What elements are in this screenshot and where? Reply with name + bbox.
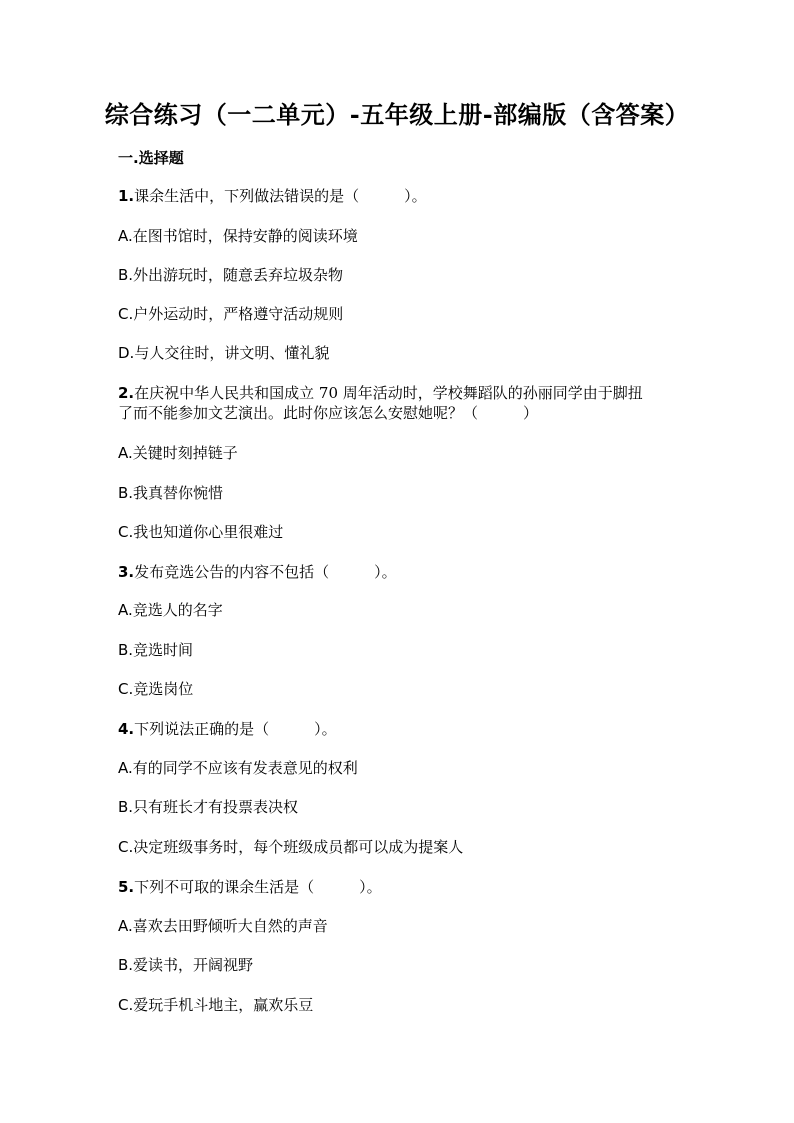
question-3-option-b: B.竞选时间 bbox=[118, 641, 194, 659]
question-number: 1. bbox=[118, 187, 135, 205]
document-title: 综合练习（一二单元）-五年级上册-部编版（含答案） bbox=[104, 100, 690, 129]
question-5-option-a: A.喜欢去田野倾听大自然的声音 bbox=[118, 917, 328, 935]
question-4-option-c: C.决定班级事务时，每个班级成员都可以成为提案人 bbox=[118, 838, 464, 856]
question-text: 下列说法正确的是（ ）。 bbox=[134, 720, 337, 738]
question-2-option-b: B.我真替你惋惜 bbox=[118, 484, 224, 502]
question-text: 课余生活中，下列做法错误的是（ ）。 bbox=[134, 187, 427, 205]
question-2-stem-line1 bbox=[118, 383, 643, 403]
question-1-option-c: C.户外运动时，严格遵守活动规则 bbox=[118, 305, 344, 323]
question-text: 下列不可取的课余生活是（ ）。 bbox=[134, 878, 382, 896]
question-5-stem bbox=[118, 877, 382, 897]
question-1-option-a: A.在图书馆时，保持安静的阅读环境 bbox=[118, 227, 358, 245]
question-3-stem bbox=[118, 562, 397, 582]
question-1-option-d: D.与人交往时，讲文明、懂礼貌 bbox=[118, 344, 330, 362]
question-5-option-c: C.爱玩手机斗地主，赢欢乐豆 bbox=[118, 996, 314, 1014]
question-2-option-c: C.我也知道你心里很难过 bbox=[118, 523, 284, 541]
question-number: 4. bbox=[118, 720, 135, 738]
question-1-option-b: B.外出游玩时，随意丢弃垃圾杂物 bbox=[118, 266, 344, 284]
question-4-option-a: A.有的同学不应该有发表意见的权利 bbox=[118, 759, 358, 777]
question-2-stem-line2: 了而不能参加文艺演出。此时你应该怎么安慰她呢？（ ） bbox=[118, 404, 539, 422]
question-number: 3. bbox=[118, 563, 135, 581]
section-heading: 一.选择题 bbox=[118, 149, 184, 167]
question-4-option-b: B.只有班长才有投票表决权 bbox=[118, 798, 299, 816]
question-number: 2. bbox=[118, 384, 135, 402]
question-text: 在庆祝中华人民共和国成立 70 周年活动时，学校舞蹈队的孙丽同学由于脚扭 bbox=[134, 384, 643, 402]
question-2-option-a: A.关键时刻掉链子 bbox=[118, 444, 238, 462]
question-3-option-a: A.竞选人的名字 bbox=[118, 601, 223, 619]
question-5-option-b: B.爱读书，开阔视野 bbox=[118, 956, 254, 974]
question-4-stem bbox=[118, 719, 337, 739]
question-3-option-c: C.竞选岗位 bbox=[118, 680, 194, 698]
question-1-stem bbox=[118, 186, 427, 206]
question-text: 发布竞选公告的内容不包括（ ）。 bbox=[134, 563, 397, 581]
question-number: 5. bbox=[118, 878, 135, 896]
